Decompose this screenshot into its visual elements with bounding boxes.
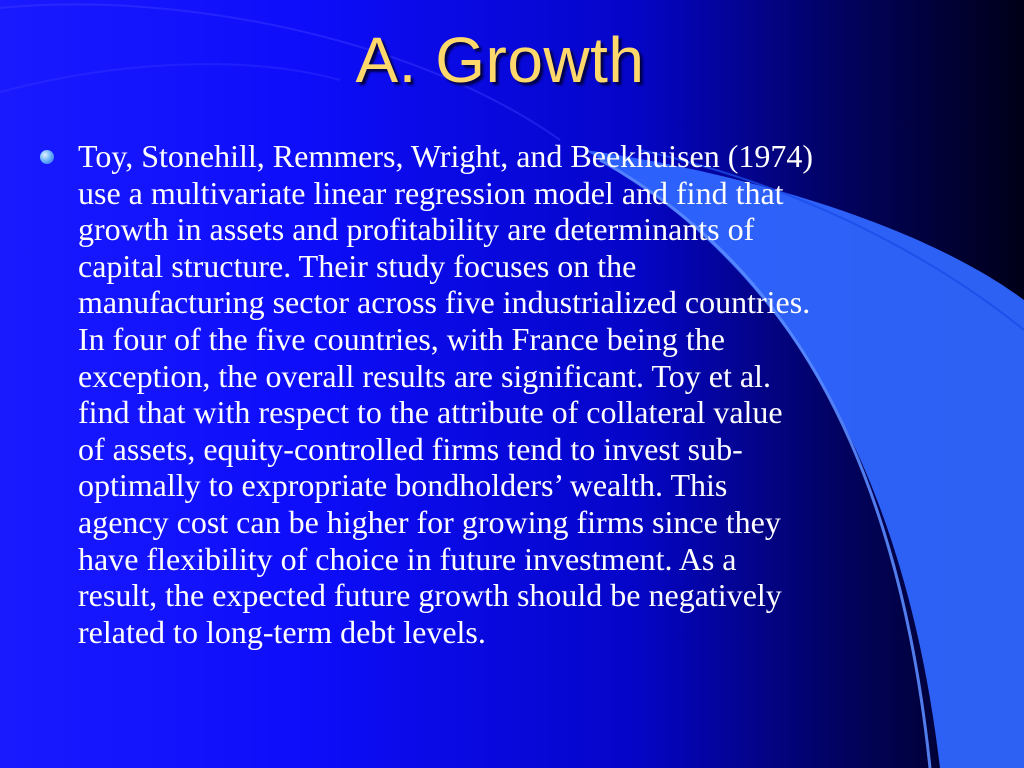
bullet-text xyxy=(78,138,998,650)
text-line: have flexibility of choice in future investment. As a xyxy=(78,540,737,577)
text-line: result, the expected future growth should be negatively xyxy=(78,577,782,614)
text-line: of assets, equity-controlled firms tend to invest sub- xyxy=(78,430,743,467)
text-line: Toy, Stonehill, Remmers, Wright, and Beekhuisen (1974) xyxy=(78,138,814,174)
text-line: capital structure. Their study focuses on the xyxy=(78,247,637,284)
text-line: optimally to expropriate bondholders’ wealth. This xyxy=(78,467,728,504)
text-line: agency cost can be higher for growing firms since they xyxy=(78,503,781,540)
text-line: find that with respect to the attribute of collateral value xyxy=(78,394,783,431)
bullet-dot-icon xyxy=(40,150,54,164)
text-line: use a multivariate linear regression model and find that xyxy=(78,174,784,211)
text-line: manufacturing sector across five industrialized countries. xyxy=(78,284,811,321)
text-line: related to long-term debt levels. xyxy=(78,613,486,650)
text-line: exception, the overall results are significant. Toy et al. xyxy=(78,357,771,394)
text-line: In four of the five countries, with France being the xyxy=(78,320,725,357)
slide-title: A. Growth xyxy=(355,24,645,96)
text-line: growth in assets and profitability are determinants of xyxy=(78,211,755,248)
